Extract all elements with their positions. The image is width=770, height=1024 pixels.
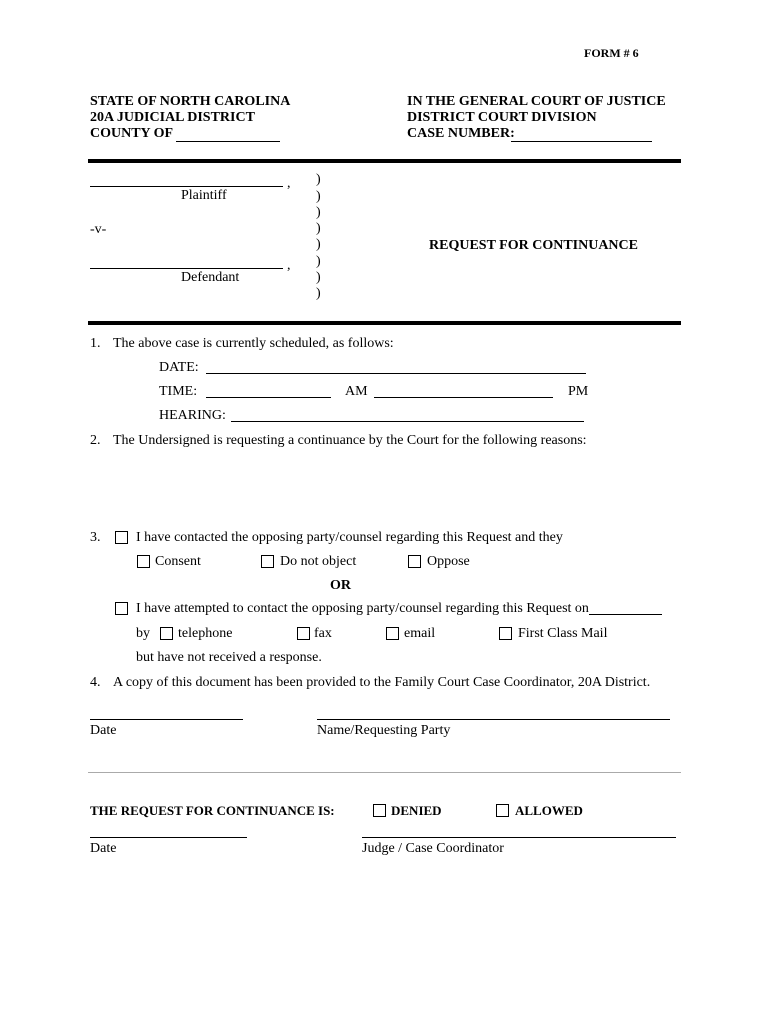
allowed-label: ALLOWED — [515, 803, 583, 818]
fax-label: fax — [314, 626, 332, 641]
denied-label: DENIED — [391, 803, 442, 818]
consent-label: Consent — [155, 554, 201, 569]
item4-number: 4. — [90, 675, 101, 690]
email-checkbox[interactable] — [386, 627, 399, 640]
ruling-divider — [88, 772, 681, 773]
date-label: DATE: — [159, 360, 199, 375]
no-response-text: but have not received a response. — [136, 650, 322, 665]
ruling-label: THE REQUEST FOR CONTINUANCE IS: — [90, 803, 335, 818]
header-divider — [88, 159, 681, 163]
plaintiff-comma: , — [287, 176, 291, 191]
am-label: AM — [345, 384, 368, 399]
first-class-mail-label: First Class Mail — [518, 626, 608, 641]
contacted-text: I have contacted the opposing party/counsel regarding this Request and they — [136, 530, 563, 545]
item2-text: The Undersigned is requesting a continuance by the Court for the following reasons: — [113, 433, 587, 448]
oppose-label: Oppose — [427, 554, 470, 569]
item1-text: The above case is currently scheduled, as follows: — [113, 336, 394, 351]
fax-checkbox[interactable] — [297, 627, 310, 640]
plaintiff-field[interactable] — [90, 186, 283, 187]
item3-number: 3. — [90, 530, 101, 545]
ruling-date-field[interactable] — [90, 837, 247, 838]
date-field[interactable] — [206, 373, 586, 374]
do-not-object-checkbox[interactable] — [261, 555, 274, 568]
case-number-field[interactable] — [511, 141, 652, 142]
versus-label: -v- — [90, 222, 107, 237]
judge-signature-field[interactable] — [362, 837, 676, 838]
form-number: FORM # 6 — [584, 46, 639, 60]
signature-date-label: Date — [90, 723, 117, 738]
item1-number: 1. — [90, 336, 101, 351]
item4-text: A copy of this document has been provided to the Family Court Case Coordinator, 20A District. — [113, 675, 651, 690]
attempted-date-field[interactable] — [589, 614, 662, 615]
item2-number: 2. — [90, 433, 101, 448]
caption-bracket: ) — [316, 221, 321, 236]
requesting-party-label: Name/Requesting Party — [317, 723, 451, 738]
state-heading: STATE OF NORTH CAROLINA — [90, 94, 291, 109]
attempted-checkbox[interactable] — [115, 602, 128, 615]
contacted-checkbox[interactable] — [115, 531, 128, 544]
caption-bracket: ) — [316, 270, 321, 285]
caption-bracket: ) — [316, 286, 321, 301]
time-label: TIME: — [159, 384, 198, 399]
judge-label: Judge / Case Coordinator — [362, 841, 504, 856]
by-label: by — [136, 626, 150, 641]
form-title: REQUEST FOR CONTINUANCE — [429, 238, 638, 253]
caption-bracket: ) — [316, 205, 321, 220]
county-field[interactable] — [176, 141, 280, 142]
hearing-field[interactable] — [231, 421, 584, 422]
caption-bracket: ) — [316, 254, 321, 269]
first-class-mail-checkbox[interactable] — [499, 627, 512, 640]
pm-label: PM — [568, 384, 589, 399]
caption-bracket: ) — [316, 172, 321, 187]
plaintiff-label: Plaintiff — [181, 188, 227, 203]
telephone-label: telephone — [178, 626, 233, 641]
caption-bracket: ) — [316, 237, 321, 252]
caption-divider — [88, 321, 681, 325]
telephone-checkbox[interactable] — [160, 627, 173, 640]
time-pm-field[interactable] — [374, 397, 553, 398]
signature-date-field[interactable] — [90, 719, 243, 720]
defendant-field[interactable] — [90, 268, 283, 269]
caption-bracket: ) — [316, 189, 321, 204]
division-heading: DISTRICT COURT DIVISION — [407, 110, 597, 125]
district-heading: 20A JUDICIAL DISTRICT — [90, 110, 255, 125]
requesting-party-field[interactable] — [317, 719, 670, 720]
denied-checkbox[interactable] — [373, 804, 386, 817]
court-heading: IN THE GENERAL COURT OF JUSTICE — [407, 94, 666, 109]
do-not-object-label: Do not object — [280, 554, 357, 569]
defendant-comma: , — [287, 258, 291, 273]
hearing-label: HEARING: — [159, 408, 226, 423]
case-number-label: CASE NUMBER: — [407, 126, 515, 141]
attempted-text: I have attempted to contact the opposing party/counsel regarding this Request on — [136, 601, 589, 616]
consent-checkbox[interactable] — [137, 555, 150, 568]
email-label: email — [404, 626, 436, 641]
defendant-label: Defendant — [181, 270, 240, 285]
oppose-checkbox[interactable] — [408, 555, 421, 568]
county-label: COUNTY OF — [90, 126, 174, 141]
time-am-field[interactable] — [206, 397, 331, 398]
allowed-checkbox[interactable] — [496, 804, 509, 817]
ruling-date-label: Date — [90, 841, 117, 856]
or-label: OR — [330, 578, 351, 593]
